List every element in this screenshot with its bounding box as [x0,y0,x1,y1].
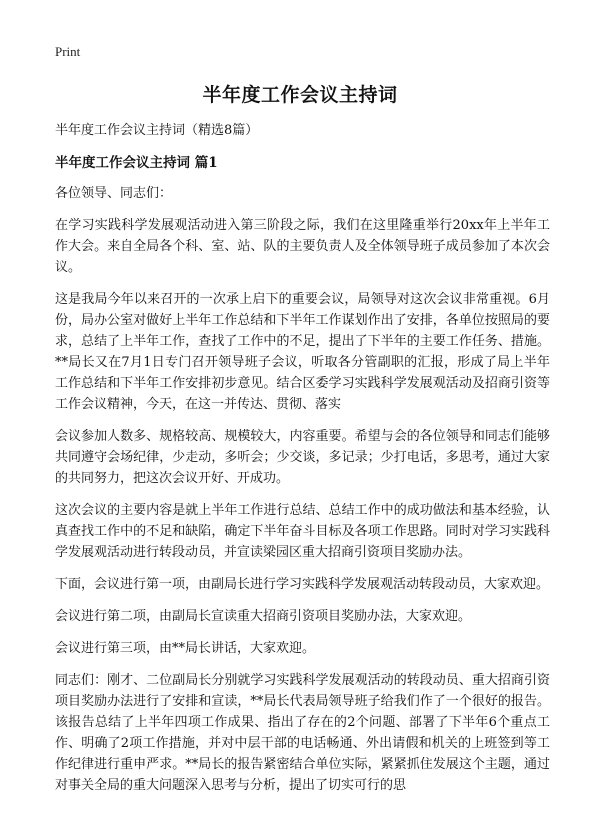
paragraph: 这是我局今年以来召开的一次承上启下的重要会议，局领导对这次会议非常重视。6月份，局办公室对做好上半年工作总结和下半年工作谋划作出了安排，各单位按照局的要求，总结了上半年工作，查找了工作中的不足，提出了下半年的主要工作任务、措施。**局长又在7月1日专门召开领导班子会议，听取各分管副职的汇报，形成了局上半年工作总结和下半年工作安排初步意见。结合区委学习实践科学发展观活动及招商引资等工作会议精神，今天，在这一并传达、贯彻、落实 [55,292,550,412]
document-subtitle: 半年度工作会议主持词（精选8篇） [55,123,259,138]
paragraph: 同志们：刚才、二位副局长分别就学习实践科学发展观活动的转段动员、重大招商引资项目奖励办法进行了安排和宣读，**局长代表局领导班子给我们作了一个很好的报告。该报告总结了上半年四项工作成果、指出了存在的2个问题、部署了下半年6个重点工作、明确了2项工作措施，并对中层干部的电话畅通、外出请假和机关的上班签到等工作纪律进行重申严求。**局长的报告紧密结合单位实际，紧紧抓住发展这个主题，通过对事关全局的重大问题深入思考与分析，提出了切实可行的思 [55,673,550,793]
document-title: 半年度工作会议主持词 [202,84,398,106]
section-heading: 半年度工作会议主持词 篇1 [55,155,218,171]
document-body [55,183,550,807]
paragraph: 这次会议的主要内容是就上半年工作进行总结、总结工作中的成功做法和基本经验，认真查找工作中的不足和缺陷，确定下半年奋斗目标及各项工作思路。同时对学习实践科学发展观活动进行转段动员，并宣读梁园区重大招商引资项目奖励办法。 [55,503,550,560]
paragraph: 会议参加人数多、规格较高、规模较大，内容重要。希望与会的各位领导和同志们能够共同遵守会场纪律，少走动，多听会；少交谈，多记录；少打电话，多思考，通过大家的共同努力，把这次会议开好、开成功。 [55,429,550,486]
paragraph: 下面，会议进行第一项，由副局长进行学习实践科学发展观活动转段动员，大家欢迎。 [55,577,550,592]
print-link[interactable]: Print [55,44,81,59]
paragraph: 在学习实践科学发展观活动进入第三阶段之际，我们在这里隆重举行20xx年上半年工作大会。来自全局各个科、室、站、队的主要负责人及全体领导班子成员参加了本次会议。 [55,218,550,275]
paragraph: 会议进行第三项，由**局长讲话，大家欢迎。 [55,641,316,656]
paragraph: 会议进行第二项，由副局长宣读重大招商引资项目奖励办法，大家欢迎。 [55,609,472,624]
paragraph-greeting: 各位领导、同志们： [55,186,173,201]
